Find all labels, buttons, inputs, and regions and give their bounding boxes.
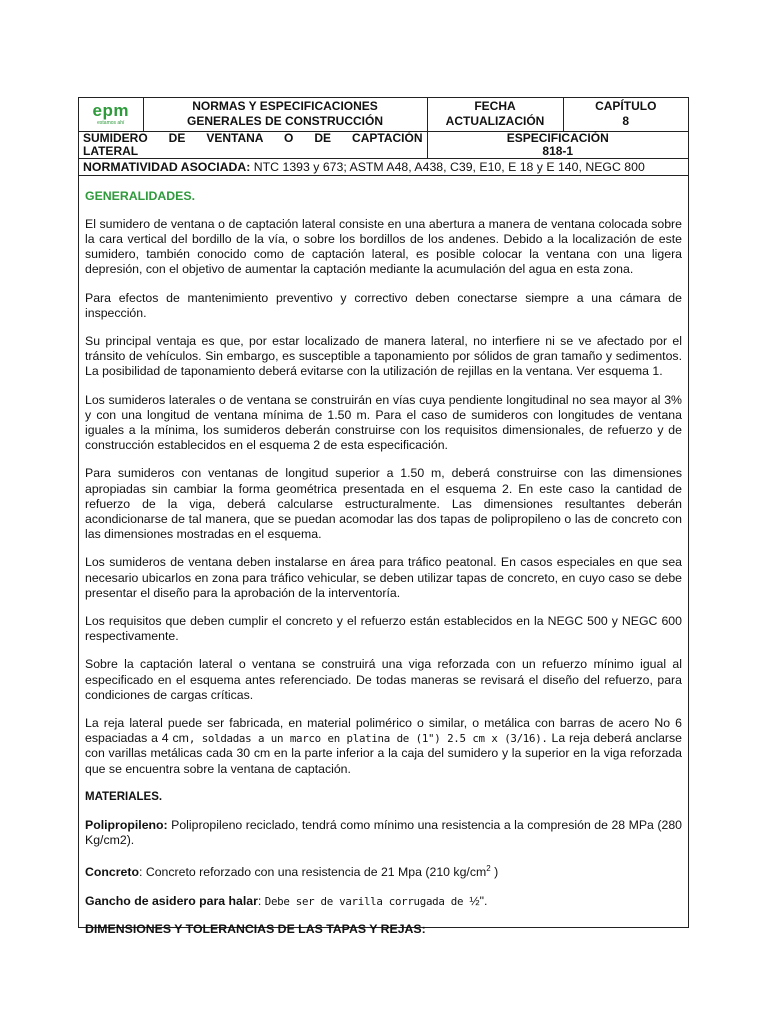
polipropileno-text: Polipropileno reciclado, tendrá como mínimo una resistencia a la compresión de 28 MPa (280 Kg/cm2). (85, 818, 682, 848)
paragraph: Los sumideros laterales o de ventana se construirán en vías cuya pendiente longitudinal no sea mayor al 3% y con una longitud de ventana mínima de 1.50 m. Para el caso de sumideros con longitudes de ventana iguales a la mínima, los sumideros deberán construirse con los requisitos dimensionales, de refuerzo y de construcción establecidos en el esquema 2 de esta especificación. (85, 392, 682, 453)
fecha-line-1: FECHA (474, 99, 516, 114)
subject-line-2: LATERAL (83, 143, 139, 158)
normatividad-cell (79, 158, 688, 175)
fecha-line-2: ACTUALIZACIÓN (445, 114, 545, 129)
logo-text: epm (92, 101, 129, 121)
subject-line-1: SUMIDERO DE VENTANA O DE CAPTACIÓN (83, 130, 423, 145)
fecha-cell (427, 98, 563, 131)
reja-text-1: La reja lateral puede ser fabricada, en material polimérico o similar, o metálica con barras de acero No 6 espaciadas a 4 cm (85, 715, 682, 746)
reja-text-3: La reja deberá anclarse con varillas metálicas cada 30 cm en la parte inferior a la caja del sumidero y la superior en la viga reforzada que se encuentra sobre la ventana de captación. (85, 731, 683, 776)
concreto-label: Concreto (85, 865, 139, 880)
title-line-1: NORMAS Y ESPECIFICACIONES (192, 99, 378, 114)
paragraph: Para sumideros con ventanas de longitud superior a 1.50 m, deberá construirse con las dimensiones apropiadas sin cambiar la forma geométrica presentada en el esquema 2. En este caso la cantidad de refuerzo de la viga, deberá calcularse estructuralmente. Las dimensiones resultantes deberán acondicionarse de tal manera, que se puedan acomodar las dos tapas de polipropileno o las de concreto con las dimensiones mostradas en el esquema. (85, 466, 682, 542)
paragraph: El sumidero de ventana o de captación lateral consiste en una abertura a manera de ventana colocada sobre la cara vertical del bordillo de la vía, o sobre los bordillos de los andenes. Debido a la localización de este sumidero, también conocido como de captación lateral, es posible colocar la ventana con una ligera depresión, con el objetivo de aumentar la captación mediante la acumulación del agua en esta zona. (85, 216, 682, 277)
gancho-colon: : (257, 893, 265, 908)
paragraph: Para efectos de mantenimiento preventivo y correctivo deben conectarse siempre a una cámara de inspección. (85, 290, 682, 320)
gancho-text: Debe ser de varilla corrugada de (264, 894, 470, 908)
especificacion-value: 818-1 (542, 143, 574, 158)
paragraph-reja (85, 716, 682, 777)
capitulo-label: CAPÍTULO (595, 99, 657, 114)
normatividad-label: NORMATIVIDAD ASOCIADA: (83, 159, 251, 174)
paragraph: Sobre la captación lateral o ventana se construirá una viga reforzada con un refuerzo mínimo igual al especificado en el esquema antes referenciado. De todas maneras se revisará el diseño del refuerzo, para condiciones de cargas críticas. (85, 657, 682, 702)
polipropileno-paragraph (85, 818, 682, 848)
paragraph: Los requisitos que deben cumplir el concreto y el refuerzo están establecidos en la NEGC 500 y NEGC 600 respectivamente. (85, 613, 682, 644)
gancho-fraction: ½". (469, 893, 488, 908)
concreto-text: : Concreto reforzado con una resistencia de 21 Mpa (210 kg/cm (138, 865, 487, 880)
title-line-2: GENERALES DE CONSTRUCCIÓN (186, 114, 383, 129)
gancho-paragraph (85, 894, 682, 909)
capitulo-cell (563, 98, 688, 131)
especificacion-label: ESPECIFICACIÓN (506, 130, 609, 145)
materiales-title: MATERIALES. (85, 790, 163, 803)
especificacion-cell (427, 131, 688, 158)
reja-text-2: , soldadas a un marco en platina de (1") 2.5 cm x (3/16). (188, 732, 548, 746)
gancho-label: Gancho de asidero para halar (85, 893, 258, 908)
concreto-end: ) (490, 865, 499, 880)
document-title (143, 98, 427, 131)
paragraph: Los sumideros de ventana deben instalarse en área para tráfico peatonal. En casos especiales en que sea necesario ubicarlos en zona para tráfico vehicular, se deben utilizar tapas de concreto, en cuyo caso se debe presentar el diseño para la aprobación de la interventoría. (85, 555, 682, 600)
epm-logo (79, 98, 143, 131)
dimensiones-title: DIMENSIONES Y TOLERANCIAS DE LAS TAPAS Y REJAS: (85, 921, 426, 936)
concreto-superscript: 2 (486, 864, 491, 874)
capitulo-value: 8 (622, 114, 630, 129)
logo-tagline: estamos ahí (97, 120, 125, 127)
normatividad-value: NTC 1393 y 673; ASTM A48, A438, C39, E10, E 18 y E 140, NEGC 800 (250, 159, 645, 174)
paragraph: Su principal ventaja es que, por estar localizado de manera lateral, no interfiere ni se ve afectado por el tránsito de vehículos. Sin embargo, es susceptible a taponamiento por sólidos de gran tamaño y sedimentos. La posibilidad de taponamiento deberá evitarse con la utilización de rejillas en la ventana. Ver esquema 1. (85, 333, 682, 379)
polipropileno-label: Polipropileno: (85, 818, 168, 832)
section-title-generalidades: GENERALIDADES. (85, 188, 195, 203)
concreto-paragraph (85, 861, 682, 880)
document-header (79, 98, 688, 176)
document-body (79, 189, 688, 938)
subject-cell (79, 131, 427, 158)
document-page (78, 97, 689, 936)
